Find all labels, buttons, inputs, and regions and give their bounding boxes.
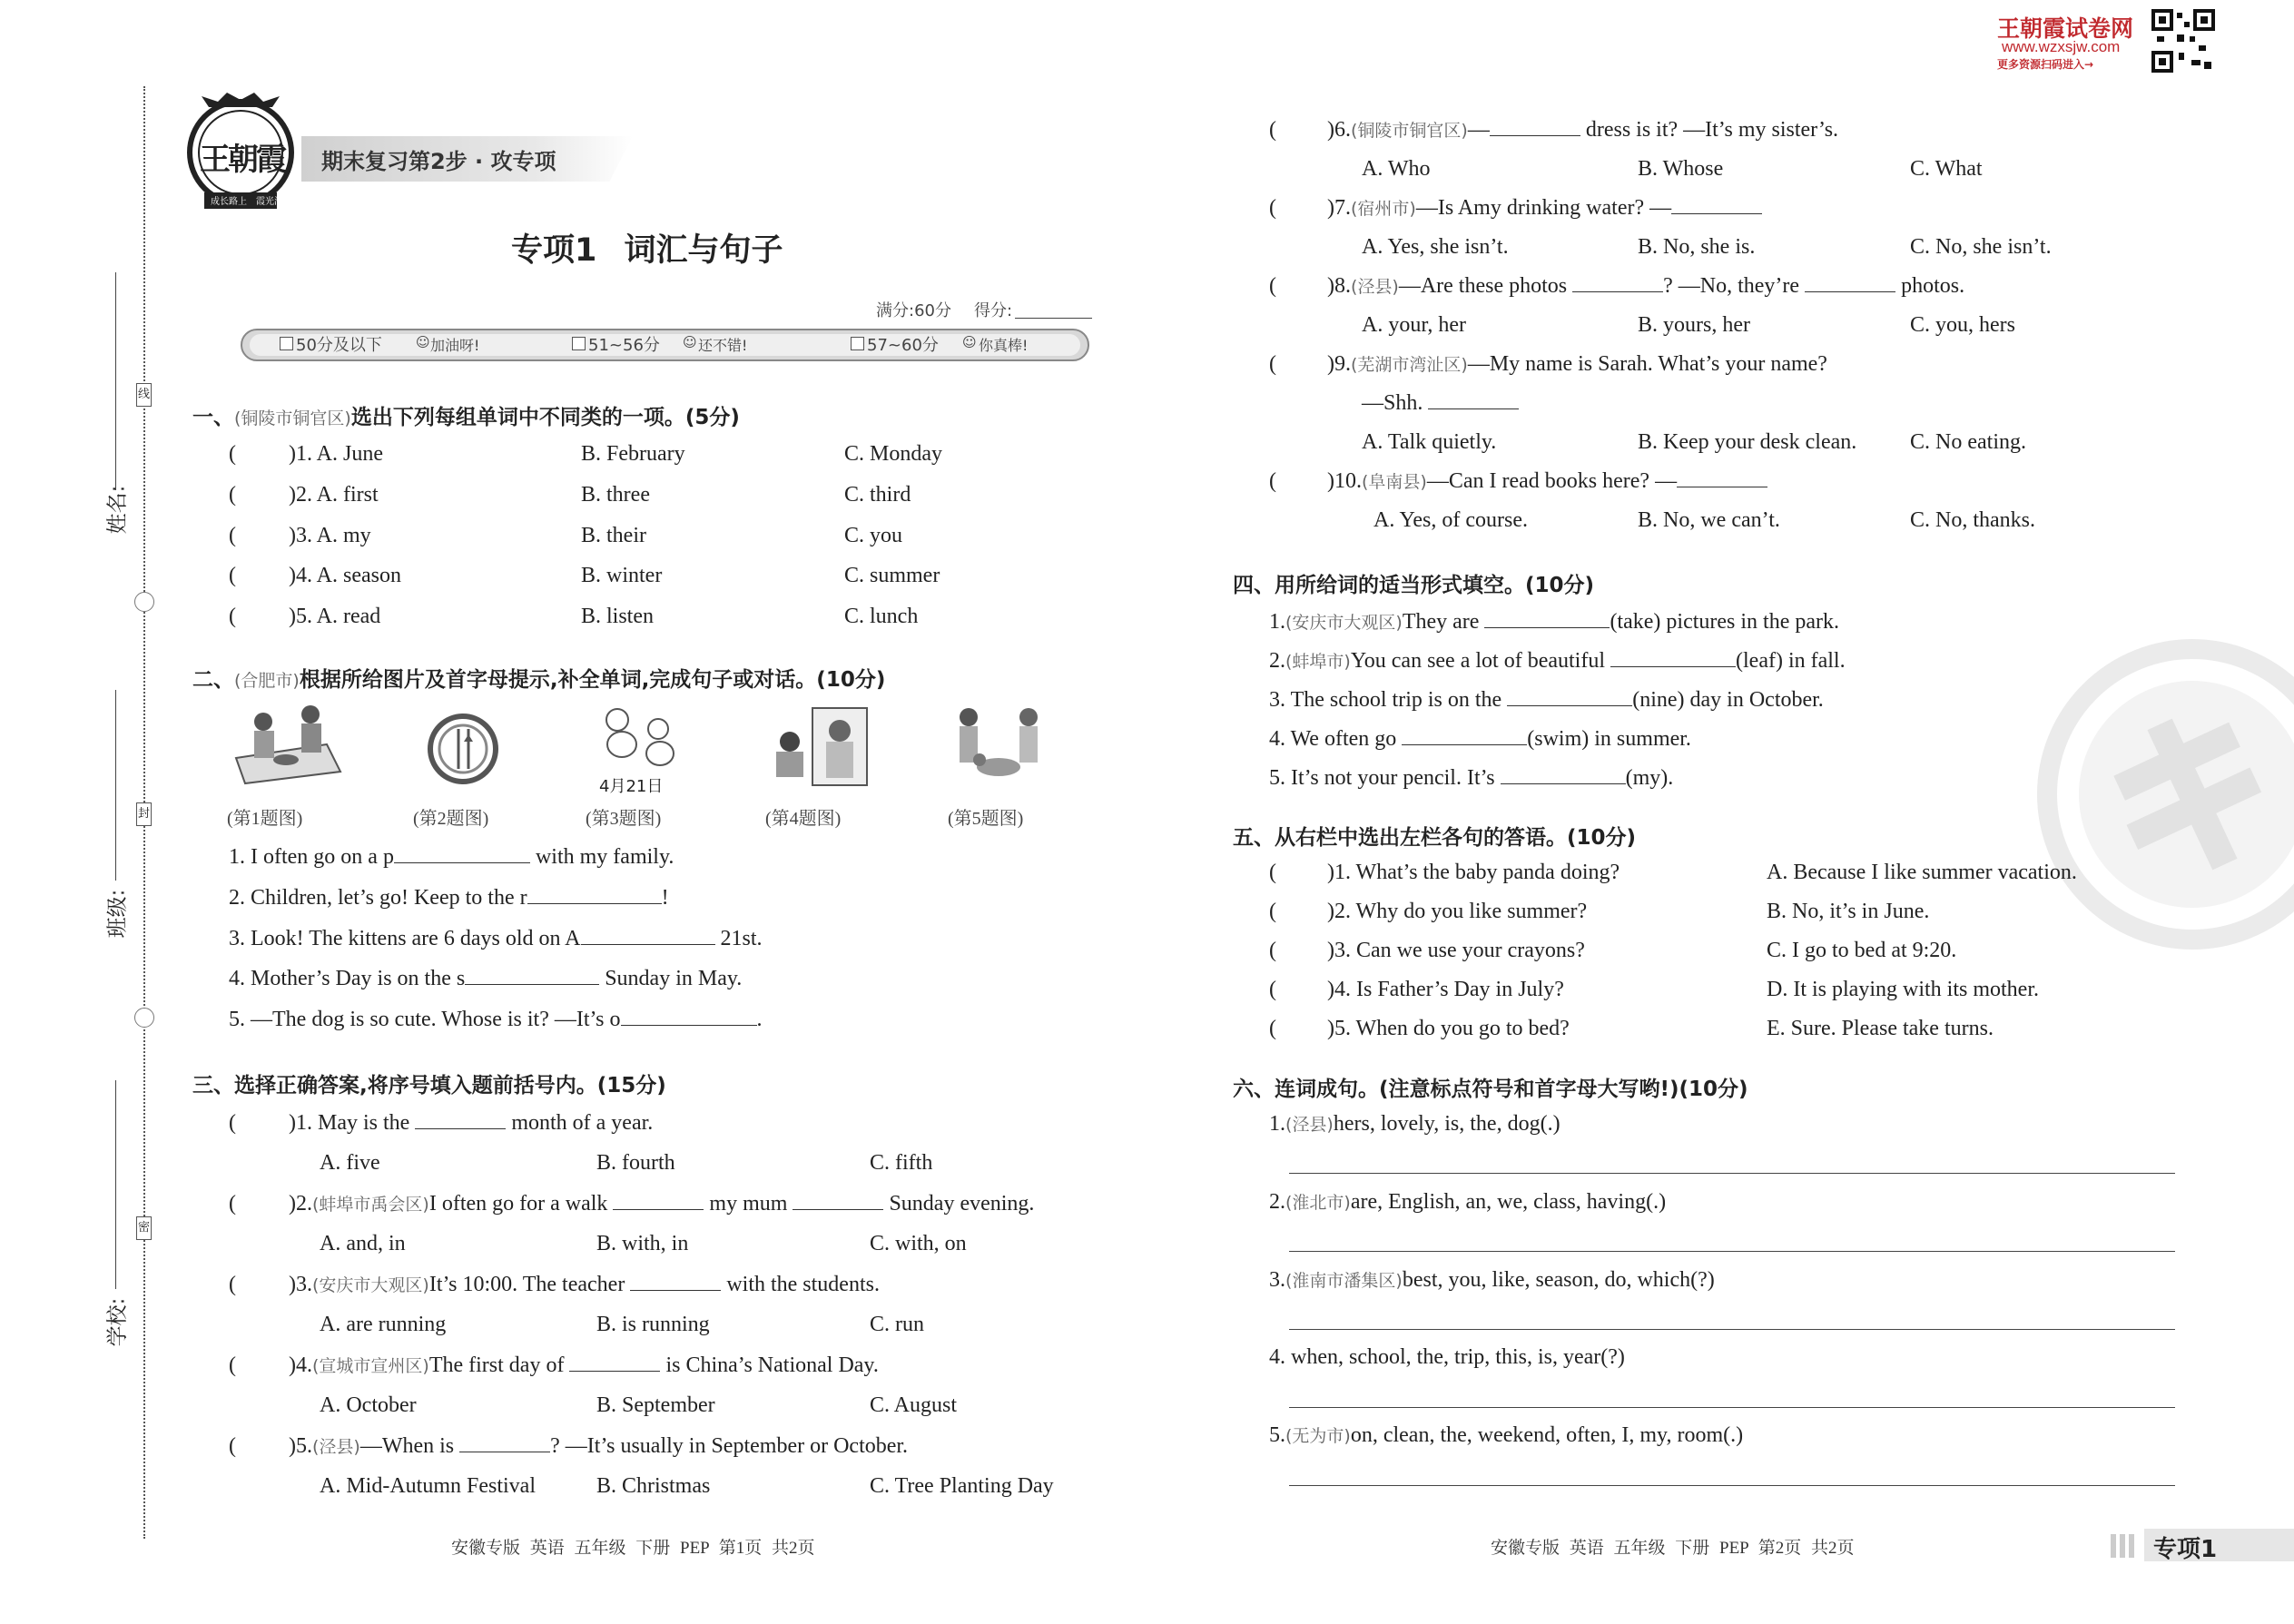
option-a: A. and, in [320,1232,406,1255]
section-4-heading: 四、用所给词的适当形式填空。(10分) [1233,574,1595,597]
s5-left-1: )1. What’s the baby panda doing? [1327,861,1620,884]
option-b: B. September [596,1393,715,1417]
class-field[interactable] [115,690,116,881]
answer-blank[interactable] [459,1432,550,1452]
option-a: A. Mid-Autumn Festival [320,1474,536,1498]
option-b: B. Christmas [596,1474,711,1498]
s6-q4: 4. when, school, the, trip, this, is, year(?) [1269,1345,1625,1369]
s4-q5: 5. It’s not your pencil. It’s (my). [1269,766,1674,790]
option-b: B. No, we can’t. [1638,508,1780,532]
score-field[interactable] [1015,318,1092,319]
site-note: 更多资源扫码进入→ [1997,58,2094,71]
answer-blank[interactable] [1671,194,1762,214]
rating-checkbox[interactable] [851,337,864,350]
option-a: A. Talk quietly. [1362,430,1497,454]
rating-range: 57~60分 [867,336,939,355]
s4-q4: 4. We often go (swim) in summer. [1269,727,1691,751]
s3-q2: )2.(蚌埠市禹会区)I often go for a walk my mum Sunday evening. [289,1192,1035,1216]
option-c: C. August [870,1393,958,1417]
s5-right-a: A. Because I like summer vacation. [1767,861,2077,884]
class-label: 班级: [105,889,130,939]
answer-blank[interactable] [1805,272,1895,292]
s3-q5: )5.(泾县)—When is ? —It’s usually in September or October. [289,1434,909,1458]
option-c: C. fifth [870,1151,933,1175]
s3-q8: )8.(泾县)—Are these photos ? —No, they’re photos. [1327,274,1965,298]
paren[interactable]: ( [229,442,236,466]
s2-q4: 4. Mother’s Day is on the s Sunday in May. [229,967,743,990]
site-name: 王朝霞试卷网 [1997,15,2134,42]
rating-msg: 还不错! [698,337,748,354]
s3-q7: )7.(宿州市)—Is Amy drinking water? — [1327,194,1762,222]
option-b: B. is running [596,1313,710,1336]
s3-q3: )3.(安庆市大观区)It’s 10:00. The teacher with the students. [289,1273,880,1296]
s5-right-d: D. It is playing with its mother. [1767,978,2039,1001]
option-c: C. Tree Planting Day [870,1474,1054,1498]
name-field[interactable] [115,272,116,490]
footer-right: 安徽专版 英语 五年级 下册 PEP 第2页 共2页 [1491,1539,1855,1558]
answer-blank[interactable] [527,884,662,904]
answer-line[interactable] [1289,1407,2175,1408]
logo-motto-2: 霞光满天 [256,197,292,207]
paren[interactable]: ( [1269,118,1276,142]
paren[interactable]: ( [1269,939,1276,962]
answer-blank[interactable] [581,925,715,945]
rating-face-icon: ☺ [416,334,430,350]
paren[interactable]: ( [1269,274,1276,298]
page-title: 专项1 词汇与句子 [511,232,783,269]
footer-pattern [2111,1534,2138,1558]
kittens-picture-icon [595,704,685,776]
s3-q9-reply: —Shh. [1362,389,1519,417]
rating-face-icon: ☺ [683,334,697,350]
pic-caption-1: (第1题图) [227,809,303,829]
answer-blank[interactable] [1501,764,1626,784]
s2-q5: 5. —The dog is so cute. Whose is it? —It’s o . [229,1008,763,1031]
binding-mark-seal: 封 [136,802,152,826]
option-c: C. No, she isn’t. [1910,235,2052,259]
full-score: 满分:60分 [876,301,951,320]
s6-q3: 3.(淮南市潘集区)best, you, like, season, do, which(?) [1269,1268,1715,1292]
option-b: B. listen [581,605,655,628]
option-b: B. with, in [596,1232,689,1255]
option-b: B. their [581,524,646,547]
rating-range: 50分及以下 [296,336,382,355]
pic-caption-2: (第2题图) [413,809,489,829]
option-c: C. No eating. [1910,430,2026,454]
paren[interactable]: ( [229,1273,236,1296]
pic-caption-3: (第3题图) [586,809,662,829]
section-3-heading: 三、选择正确答案,将序号填入题前括号内。(15分) [192,1074,666,1097]
rating-range: 51~56分 [588,336,660,355]
paren[interactable]: ( [1269,1017,1276,1040]
rating-face-icon: ☺ [962,334,977,350]
answer-blank[interactable] [465,965,599,985]
paren[interactable]: ( [1269,196,1276,220]
answer-blank[interactable] [1428,389,1519,409]
logo-motto-1: 成长路上 [211,197,247,207]
s3-q4: )4.(宣城市宣州区)The first day of is China’s National Day. [289,1353,879,1377]
s5-left-4: )4. Is Father’s Day in July? [1327,978,1564,1001]
paren[interactable]: ( [229,1192,236,1216]
name-label: 姓名: [105,485,130,535]
footer-left: 安徽专版 英语 五年级 下册 PEP 第1页 共2页 [451,1539,815,1558]
option-a: A. your, her [1362,313,1467,337]
option-c: C. with, on [870,1232,967,1255]
section-2-heading: 二、(合肥市)根据所给图片及首字母提示,补全单词,完成句子或对话。(10分) [192,668,886,692]
binding-mark-line: 线 [136,383,152,407]
s6-q5: 5.(无为市)on, clean, the, weekend, often, I, my, room(.) [1269,1423,1744,1447]
answer-blank[interactable] [630,1271,721,1291]
option-a: A. Yes, of course. [1373,508,1528,532]
footer-tag: 专项1 [2153,1536,2218,1563]
qr-code-icon[interactable] [2151,9,2215,73]
s4-q2: 2.(蚌埠市)You can see a lot of beautiful (leaf) in fall. [1269,649,1846,673]
option-c: C. What [1910,157,1983,181]
rating-checkbox[interactable] [280,337,293,350]
option-c: C. Monday [844,442,942,466]
answer-blank[interactable] [793,1190,883,1210]
option-b: B. Keep your desk clean. [1638,430,1857,454]
s6-q1: 1.(泾县)hers, lovely, is, the, dog(.) [1269,1112,1561,1136]
s5-right-e: E. Sure. Please take turns. [1767,1017,1994,1040]
picnic-picture-icon [227,704,345,785]
answer-line[interactable] [1289,1173,2175,1174]
answer-blank[interactable] [415,1109,506,1129]
option-a: A. Who [1362,157,1431,181]
answer-blank[interactable] [621,1006,757,1026]
paren[interactable]: ( [1269,469,1276,493]
rating-msg: 你真棒! [979,337,1029,354]
option-c: C. summer [844,564,940,587]
s6-q2: 2.(淮北市)are, English, an, we, class, having(.) [1269,1190,1667,1214]
paren[interactable]: ( [229,524,236,547]
s5-right-c: C. I go to bed at 9:20. [1767,939,1957,962]
paren[interactable]: ( [1269,861,1276,884]
s1-q2: )2. A. first [289,483,379,507]
s3-q1: )1. May is the month of a year. [289,1111,654,1135]
answer-blank[interactable] [1677,468,1767,487]
binding-hole-icon [134,1008,154,1028]
option-c: C. you, hers [1910,313,2015,337]
paren[interactable]: ( [1269,352,1276,376]
option-b: B. No, she is. [1638,235,1756,259]
s5-left-5: )5. When do you go to bed? [1327,1017,1570,1040]
site-url[interactable]: www.wzxsjw.com [2002,38,2121,55]
answer-line[interactable] [1289,1251,2175,1252]
paren[interactable]: ( [229,564,236,587]
option-c: C. run [870,1313,924,1336]
answer-blank[interactable] [1507,686,1632,706]
s1-q5: )5. A. read [289,605,381,628]
s3-q6: )6.(铜陵市铜官区)— dress is it? —It’s my sister’s. [1327,118,1839,142]
score-label: 得分: [974,301,1013,320]
mother-picture-icon [763,704,871,790]
s4-q1: 1.(安庆市大观区)They are (take) pictures in the park. [1269,610,1840,634]
paren[interactable]: ( [229,1353,236,1377]
s5-left-3: )3. Can we use your crayons? [1327,939,1585,962]
option-a: A. are running [320,1313,447,1336]
answer-blank[interactable] [1610,647,1736,667]
school-field[interactable] [115,1080,116,1289]
s5-left-2: )2. Why do you like summer? [1327,900,1588,923]
option-b: B. fourth [596,1151,675,1175]
option-b: B. yours, her [1638,313,1750,337]
answer-line[interactable] [1289,1485,2175,1486]
option-c: C. No, thanks. [1910,508,2035,532]
picture-date: 4月21日 [599,777,664,796]
answer-blank[interactable] [569,1352,660,1372]
s2-q3: 3. Look! The kittens are 6 days old on A 21st. [229,927,763,950]
option-b: B. winter [581,564,663,587]
section-1-heading: 一、(铜陵市铜官区)选出下列每组单词中不同类的一项。(5分) [192,406,740,429]
logo-name: 王朝霞 [200,142,284,178]
option-c: C. third [844,483,911,507]
option-b: B. three [581,483,650,507]
s4-q3: 3. The school trip is on the (nine) day in October. [1269,688,1824,712]
option-b: B. Whose [1638,157,1724,181]
answer-blank[interactable] [613,1190,704,1210]
s1-q4: )4. A. season [289,564,401,587]
answer-blank[interactable] [1402,725,1527,745]
section-5-heading: 五、从右栏中选出左栏各句的答语。(10分) [1233,826,1637,850]
option-b: B. February [581,442,685,466]
banner-text: 期末复习第2步 · 攻专项 [321,149,556,174]
paren[interactable]: ( [229,1434,236,1458]
pic-caption-4: (第4题图) [765,809,842,829]
s1-q3: )3. A. my [289,524,371,547]
s2-q2: 2. Children, let’s go! Keep to the r ! [229,886,669,910]
pic-caption-5: (第5题图) [948,809,1024,829]
binding-mark-mi: 密 [136,1216,152,1240]
binding-hole-icon [134,592,154,612]
option-c: C. you [844,524,903,547]
dog-owner-picture-icon [949,704,1049,790]
answer-blank[interactable] [1572,272,1663,292]
option-a: A. October [320,1393,417,1417]
section-6-heading: 六、连词成句。(注意标点符号和首字母大写哟!)(10分) [1233,1078,1748,1101]
s5-right-b: B. No, it’s in June. [1767,900,1930,923]
answer-blank[interactable] [1490,116,1580,136]
s2-q1: 1. I often go on a p with my family. [229,845,674,869]
school-label: 学校: [105,1297,130,1347]
paren[interactable]: ( [229,605,236,628]
paren[interactable]: ( [1269,978,1276,1001]
answer-blank[interactable] [1484,608,1610,628]
s3-q10: )10.(阜南县)—Can I read books here? — [1327,468,1767,496]
rating-msg: 加油呀! [430,337,480,354]
paren[interactable]: ( [229,483,236,507]
answer-line[interactable] [1289,1329,2175,1330]
answer-blank[interactable] [394,843,530,863]
option-a: A. Yes, she isn’t. [1362,235,1509,259]
keep-right-sign-icon [427,713,499,785]
option-a: A. five [320,1151,380,1175]
paren[interactable]: ( [229,1111,236,1135]
option-c: C. lunch [844,605,919,628]
rating-checkbox[interactable] [572,337,586,350]
watermark-seal-icon [2020,635,2294,944]
s1-q1: )1. A. June [289,442,383,466]
paren[interactable]: ( [1269,900,1276,923]
s3-q9: )9.(芜湖市湾沚区)—My name is Sarah. What’s your name? [1327,352,1827,376]
